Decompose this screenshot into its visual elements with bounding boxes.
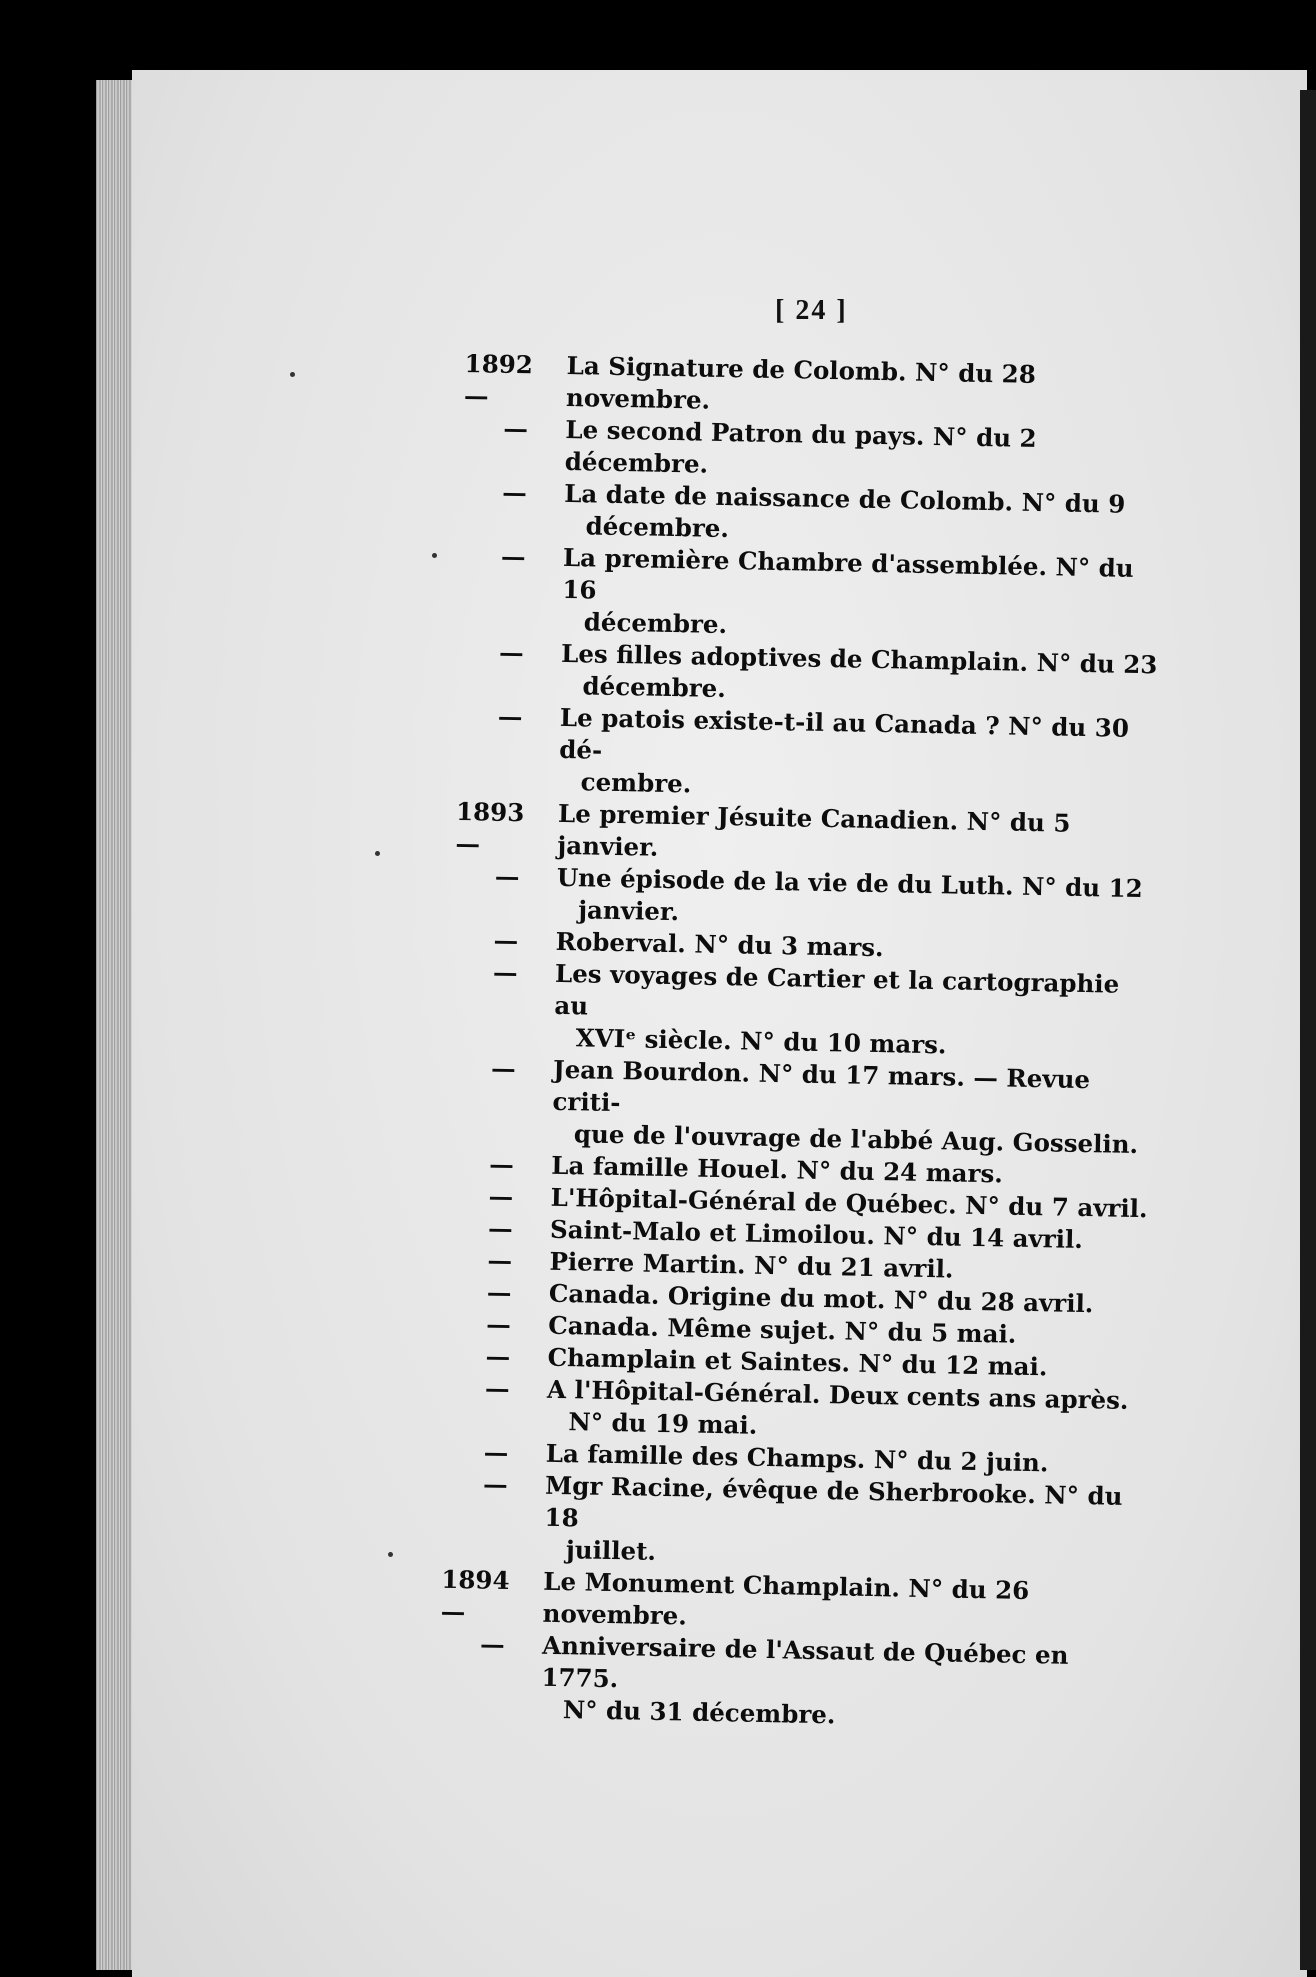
entry-text xyxy=(560,638,1164,714)
entry-line: Canada. Origine du mot. N° du 28 avril. xyxy=(548,1278,1094,1319)
entry-dash: — xyxy=(500,541,526,572)
entry-dash: — xyxy=(501,477,528,508)
entry-line: Jean Bourdon. N° du 17 mars. — Revue criti- xyxy=(552,1054,1091,1118)
entry-line: Pierre Martin. N° du 21 avril. xyxy=(549,1246,954,1284)
entry-line: Le second Patron du pays. N° du 2 décembre. xyxy=(564,414,1037,479)
page-number: [ 24 ] xyxy=(775,295,848,326)
entry-continuation-line: N° du 31 décembre. xyxy=(562,1695,836,1730)
entry-line: La date de naissance de Colomb. N° du 9 xyxy=(563,478,1126,519)
entry-text xyxy=(565,414,1169,490)
entry-line: Les filles adoptives de Champlain. N° du 23 xyxy=(560,638,1158,680)
entry-line: Anniversaire de l'Assaut de Québec en 1775. xyxy=(541,1630,1069,1694)
bibliography-list xyxy=(439,348,1170,1737)
entry-dash: — xyxy=(497,701,523,732)
paper-speck xyxy=(375,851,380,856)
entry-dash: — xyxy=(498,637,524,668)
entry-line: La Signature de Colomb. N° du 28 novembre. xyxy=(565,350,1037,415)
entry-line: La famille Houel. N° du 24 mars. xyxy=(551,1150,1004,1189)
entry-line: Roberval. N° du 3 mars. xyxy=(555,926,884,963)
entry-year: 1894— xyxy=(440,1564,510,1627)
entry-text xyxy=(557,798,1161,874)
entry-dash: — xyxy=(493,925,519,956)
entry-dash: — xyxy=(492,957,518,988)
bibliography-entry xyxy=(439,1628,1146,1738)
entry-dash: — xyxy=(494,861,520,892)
entry-continuation-line: cembre. xyxy=(580,767,692,799)
paper-speck xyxy=(432,553,437,558)
entry-year: 1893— xyxy=(455,796,525,859)
entry-continuation-line: XVIᵉ siècle. N° du 10 mars. xyxy=(575,1023,947,1060)
entry-dash: — xyxy=(486,1277,512,1308)
entry-line: Canada. Même sujet. N° du 5 mai. xyxy=(547,1310,1017,1349)
bibliography-entry xyxy=(451,956,1158,1066)
paper-speck xyxy=(290,372,295,377)
bibliography-entry xyxy=(450,1052,1157,1162)
entry-dash: — xyxy=(482,1469,508,1500)
entry-dash: — xyxy=(485,1341,511,1372)
entry-text xyxy=(544,1470,1149,1578)
entry-continuation-line: décembre. xyxy=(585,511,730,544)
entry-line: La famille des Champs. N° du 2 juin. xyxy=(545,1438,1049,1478)
entry-text xyxy=(561,542,1166,650)
entry-text xyxy=(553,958,1158,1066)
entry-line: Le patois existe-t-il au Canada ? N° du 30 dé- xyxy=(559,702,1130,765)
bibliography-entry xyxy=(459,540,1166,650)
entry-line: Une épisode de la vie de du Luth. N° du 12 xyxy=(556,862,1144,904)
right-page-edge xyxy=(1300,90,1316,1970)
entry-dash: — xyxy=(479,1629,505,1659)
entry-text xyxy=(552,1054,1157,1162)
bibliography-entry xyxy=(442,1468,1149,1578)
entry-continuation-line: décembre. xyxy=(582,671,727,704)
entry-text xyxy=(566,350,1170,426)
entry-dash: — xyxy=(490,1053,516,1084)
entry-text xyxy=(558,702,1163,810)
entry-continuation-line: juillet. xyxy=(565,1535,657,1566)
entry-dash: — xyxy=(487,1213,513,1244)
entry-line: Mgr Racine, évêque de Sherbrooke. N° du 18 xyxy=(544,1470,1123,1533)
entry-line: Le premier Jésuite Canadien. N° du 5 janvier. xyxy=(557,798,1071,862)
entry-line: L'Hôpital-Général de Québec. N° du 7 avril. xyxy=(550,1182,1148,1224)
entry-dash: — xyxy=(487,1245,513,1276)
entry-text xyxy=(556,862,1160,938)
entry-dash: — xyxy=(485,1309,512,1340)
entry-text xyxy=(541,1630,1146,1738)
entry-line: Le Monument Champlain. N° du 26 novembre. xyxy=(542,1566,1030,1631)
entry-continuation-line: que de l'ouvrage de l'abbé Aug. Gosselin. xyxy=(573,1119,1139,1160)
entry-continuation-line: décembre. xyxy=(583,607,728,640)
entry-dash: — xyxy=(489,1149,515,1180)
bibliography-entry xyxy=(456,700,1163,810)
entry-line: Saint-Malo et Limoilou. N° du 14 avril. xyxy=(549,1214,1084,1255)
entry-text xyxy=(563,478,1167,554)
entry-year: 1892— xyxy=(463,348,534,411)
entry-dash: — xyxy=(484,1373,510,1404)
entry-line: La première Chambre d'assemblée. N° du 16 xyxy=(562,542,1134,605)
entry-line: Champlain et Saintes. N° du 12 mai. xyxy=(547,1342,1048,1382)
entry-line: A l'Hôpital-Général. Deux cents ans après. xyxy=(546,1374,1129,1415)
entry-text xyxy=(546,1374,1150,1450)
page-edge-stack xyxy=(96,80,132,1970)
entry-line: Les voyages de Cartier et la cartographie au xyxy=(554,958,1120,1021)
entry-continuation-line: N° du 19 mai. xyxy=(568,1407,758,1440)
entry-dash: — xyxy=(488,1181,514,1212)
paper-speck xyxy=(388,1552,393,1557)
entry-continuation-line: janvier. xyxy=(577,895,680,927)
entry-dash: — xyxy=(483,1437,509,1468)
entry-dash: — xyxy=(503,413,529,444)
entry-text xyxy=(542,1566,1146,1642)
